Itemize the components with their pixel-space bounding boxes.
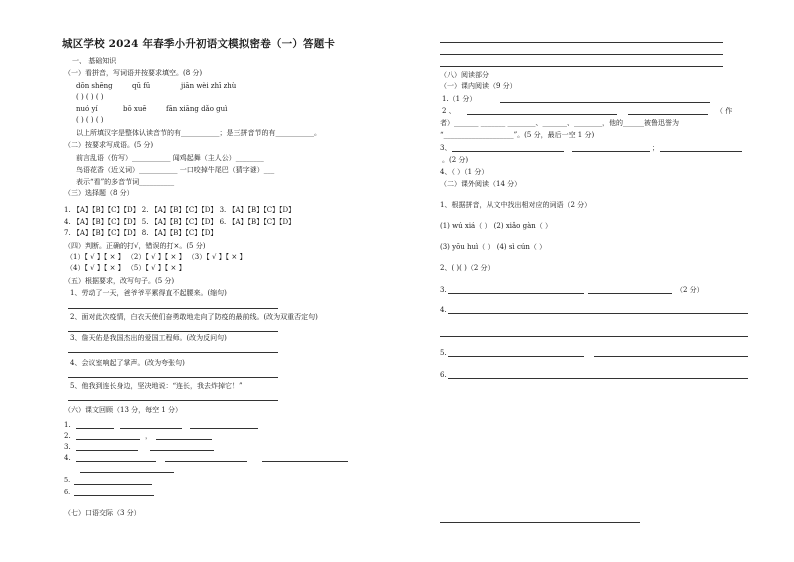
answer-line[interactable] (76, 428, 114, 429)
sec2-line2: 鸟语花香（近义词）___________ 一口咬掉牛尾巴（猜字谜）___ (76, 166, 275, 174)
choice-row-3[interactable]: 7. 【A】【B】【C】【D】 8. 【A】【B】【C】【D】 (64, 229, 218, 237)
extra-q1-row2[interactable]: (3) yōu huì（ ） (4) sì cún（ ） (440, 243, 547, 251)
rewrite-q1: 1、劳动了一天，爸爷爷平累得直不起腰来。(缩句) (70, 289, 227, 297)
extra-q4: 4. (440, 306, 447, 314)
answer-line[interactable] (500, 102, 710, 103)
rewrite-q3: 3、詹天佑是我国杰出的爱国工程师。(改为反问句) (70, 334, 227, 342)
answer-line[interactable] (68, 331, 278, 332)
answer-line[interactable] (440, 42, 723, 43)
sec8-heading: （八）阅读部分 (440, 71, 489, 79)
answer-line[interactable] (440, 336, 748, 337)
recall-num-1: 1. (64, 421, 71, 429)
extra-q5: 5. (440, 349, 447, 357)
sec2-line1: 前言乱语（仿写）___________ 闻鸡起舞（主人公）________ (76, 154, 264, 162)
sec1-question: 以上所填汉字是整体认读音节的有___________；是三拼音节的有___________。 (76, 129, 321, 137)
answer-line[interactable] (594, 356, 748, 357)
inclass-reading-heading: （一）课内阅读（9 分） (440, 82, 517, 90)
answer-line[interactable] (660, 151, 742, 152)
extra-reading-heading: （二）课外阅读（14 分） (440, 180, 522, 188)
sec4-heading: （四）判断。正确的打√，错误的打×。(5 分) (64, 242, 206, 250)
extra-q1-row1[interactable]: (1) wú xiá（ ） (2) xiǎo gàn（ ） (440, 222, 553, 230)
part1-heading: 一、 基础知识 (72, 57, 117, 65)
rewrite-q4: 4、会议室响起了掌声。(改为夸张句) (70, 359, 185, 367)
extra-q2[interactable]: 2、( )( )（2 分） (440, 264, 495, 272)
recall-num-5: 5. (64, 476, 71, 484)
answer-line[interactable] (74, 495, 154, 496)
pinyin-4: nuó yí (76, 105, 98, 113)
answer-line[interactable] (440, 66, 723, 67)
reading-q3: 3、 (440, 144, 452, 152)
judge-row-1[interactable]: （1）【 √ 】【 × 】 （2）【 √ 】【 × 】 （3）【 √ 】【 × 】 (66, 253, 247, 261)
answer-line[interactable] (68, 377, 278, 378)
pinyin-3: jiān wèi zhī zhù (181, 82, 237, 90)
recall-comma: ， (145, 432, 152, 440)
answer-line[interactable] (68, 308, 278, 309)
rewrite-q5: 5、他我到连长身边，坚决地说：“连长，我去炸掉它！” (70, 382, 243, 390)
answer-parens-row1[interactable]: ( ) ( ) ( ) (76, 93, 104, 101)
judge-row-2[interactable]: （4）【 √ 】【 × 】 （5）【 √ 】【 × 】 (66, 264, 186, 272)
answer-line[interactable] (572, 151, 650, 152)
answer-line[interactable] (165, 461, 247, 462)
reading-q2-author: （ 作 (716, 107, 733, 115)
answer-line[interactable] (448, 378, 748, 379)
answer-line[interactable] (448, 293, 584, 294)
reading-q2-start: 2 、 (442, 107, 456, 115)
reading-q1: 1.（1 分） (442, 95, 477, 103)
answer-line[interactable] (80, 472, 174, 473)
extra-q1: 1、根据拼音，从文中找出相对应的词语（2 分） (440, 201, 592, 209)
answer-line[interactable] (440, 54, 723, 55)
reading-q3-semicolon: ； (652, 144, 659, 152)
reading-q2-line2: 者）_______ _______ ________、_______、________，他的______被鲁迅誉为 (440, 119, 679, 127)
answer-line[interactable] (120, 428, 182, 429)
pinyin-6: fān xiāng dǎo guì (166, 105, 228, 113)
answer-line[interactable] (150, 450, 214, 451)
reading-q4: 4、（ ）（1 分） (440, 168, 489, 176)
answer-line[interactable] (74, 484, 152, 485)
pinyin-5: bō xuē (123, 105, 147, 113)
answer-line[interactable] (68, 352, 278, 353)
recall-num-2: 2. (64, 432, 71, 440)
answer-line[interactable] (448, 356, 584, 357)
answer-line[interactable] (448, 313, 748, 314)
answer-line[interactable] (76, 439, 140, 440)
answer-line[interactable] (76, 450, 138, 451)
rewrite-q2: 2、面对此次疫情，白衣天使们奋勇敢地走向了防疫的最前线。(改为双重否定句) (70, 313, 318, 321)
answer-line[interactable] (628, 114, 708, 115)
recall-num-6: 6. (64, 488, 71, 496)
sec1-heading: （一）看拼音，写词语并按要求填空。(8 分) (64, 69, 203, 77)
answer-line[interactable] (76, 461, 156, 462)
pinyin-1: dōn shēng (76, 82, 113, 90)
answer-line[interactable] (156, 439, 212, 440)
extra-q3: 3. (440, 286, 447, 294)
sec2-line3: 表示“看”的多音节词__________ (76, 178, 175, 186)
extra-q6: 6. (440, 371, 447, 379)
recall-num-3: 3. (64, 443, 71, 451)
reading-q3-score: 。(2 分) (442, 156, 469, 164)
sec3-heading: （三）选择题（8 分） (64, 189, 134, 197)
answer-line[interactable] (262, 461, 348, 462)
answer-line[interactable] (588, 293, 672, 294)
sec7-heading: （七）口语交际（3 分） (64, 509, 141, 517)
recall-num-4: 4. (64, 454, 71, 462)
sec2-heading: （二）按要求写成语。(5 分) (64, 141, 154, 149)
answer-line[interactable] (68, 400, 278, 401)
pinyin-2: qū fū (132, 82, 151, 90)
answer-line[interactable] (440, 522, 640, 523)
answer-parens-row2[interactable]: ( ) ( ) ( ) (76, 116, 104, 124)
sec5-heading: （五）根据要求，改写句子。(5 分) (64, 277, 175, 285)
answer-line[interactable] (467, 114, 617, 115)
sec6-heading: （六）课文回顾（13 分，每空 1 分） (64, 406, 183, 414)
choice-row-1[interactable]: 1. 【A】【B】【C】【D】 2. 【A】【B】【C】【D】 3. 【A】【B】【C】【D】 (64, 206, 296, 214)
reading-q2-line3: “____________________”。(5 分，最后一空 1 分) (440, 131, 595, 139)
answer-line[interactable] (190, 428, 258, 429)
extra-q3-score: （2 分） (676, 286, 704, 294)
answer-line[interactable] (452, 151, 564, 152)
choice-row-2[interactable]: 4. 【A】【B】【C】【D】 5. 【A】【B】【C】【D】 6. 【A】【B】【C】【D】 (64, 218, 296, 226)
page-title: 城区学校 2024 年春季小升初语文模拟密卷（一）答题卡 (62, 38, 336, 50)
